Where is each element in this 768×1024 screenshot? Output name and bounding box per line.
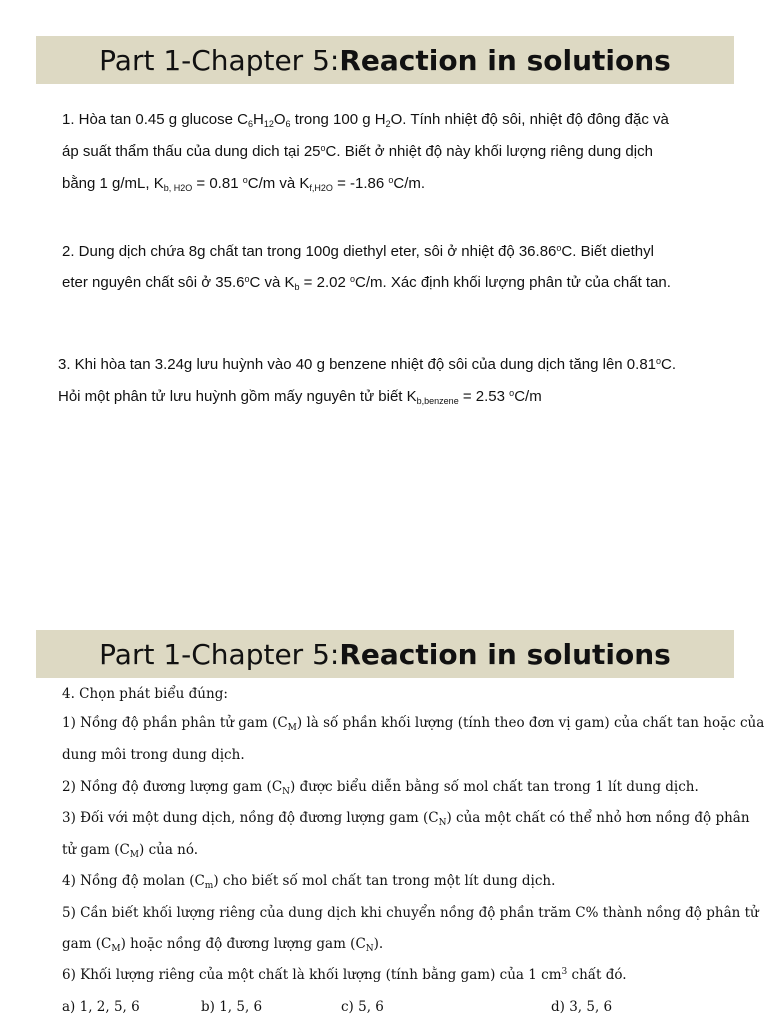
q2-line-1: 2. Dung dịch chứa 8g chất tan trong 100g diethyl eter, sôi ở nhiệt độ 36.86$^o$C. Biết diethyl bbox=[62, 243, 654, 260]
q1-line-2: áp suất thẩm thấu của dung dich tại 25$^o$C. Biết ở nhiệt độ này khối lượng riêng dung dịch bbox=[62, 143, 653, 160]
q4-statement-5-cont: gam $(C_M)$ hoặc nồng độ đương lượng gam $(C_N)$. bbox=[62, 936, 384, 954]
answer-option-b[interactable]: b) 1, 5, 6 bbox=[201, 999, 263, 1015]
q4-statement-6: 6) Khối lượng riêng của một chất là khối lượng (tính bằng gam) của 1 $cm^3$ chất đó. bbox=[62, 967, 627, 983]
section-title-prefix: Part 1-Chapter 5: bbox=[99, 637, 340, 671]
q3-line-2: Hỏi một phân tử lưu huỳnh gồm mấy nguyên tử biết $K_{b,benzene} = 2.53$ $^o$C/m bbox=[58, 388, 542, 406]
section-title-1 bbox=[36, 36, 734, 84]
q4-intro: 4. Chọn phát biểu đúng: bbox=[62, 686, 228, 702]
q3-line-1: 3. Khi hòa tan 3.24g lưu huỳnh vào 40 g benzene nhiệt độ sôi của dung dịch tăng lên 0.81$^o$C. bbox=[58, 356, 677, 373]
q4-statement-2: 2) Nồng độ đương lượng gam $(C_N)$ được biểu diễn bằng số mol chất tan trong 1 lít dung dịch. bbox=[62, 779, 699, 797]
q4-statement-3: 3) Đối với một dung dịch, nồng độ đương lượng gam $(C_N)$ của một chất có thể nhỏ hơn nồng độ phân bbox=[62, 810, 750, 828]
q4-statement-5: 5) Cần biết khối lượng riêng của dung dịch khi chuyển nồng độ phần trăm C% thành nồng độ phân tử bbox=[62, 905, 759, 921]
q4-statement-1-cont: dung môi trong dung dịch. bbox=[62, 747, 245, 763]
answer-option-d[interactable]: d) 3, 5, 6 bbox=[551, 999, 613, 1015]
q1-line-1: 1. Hòa tan 0.45 g glucose $C_6H_{12}O_6$ trong 100 g $H_2O$. Tính nhiệt độ sôi, nhiệt độ đông đặc và bbox=[62, 111, 669, 129]
section-title-2 bbox=[36, 630, 734, 678]
q4-statement-4: 4) Nồng độ molan $(C_m)$ cho biết số mol chất tan trong một lít dung dịch. bbox=[62, 873, 556, 891]
section-title-bold: Reaction in solutions bbox=[339, 637, 671, 671]
section-title-bold: Reaction in solutions bbox=[339, 43, 671, 77]
q1-line-3: bằng 1 g/mL, $K_{b, H2O} = 0.81$ $^o$C/m và $K_{f,H2O} = -1.86$ $^o$C/m. bbox=[62, 175, 426, 193]
section-title-prefix: Part 1-Chapter 5: bbox=[99, 43, 340, 77]
q4-statement-3-cont: tử gam $(C_M)$ của nó. bbox=[62, 842, 199, 860]
answer-option-a[interactable]: a) 1, 2, 5, 6 bbox=[62, 999, 140, 1015]
q2-line-2: eter nguyên chất sôi ở 35.6$^o$C và $K_b = 2.02$ $^o$C/m. Xác định khối lượng phân tử của chất tan. bbox=[62, 274, 671, 292]
q4-statement-1: 1) Nồng độ phần phân tử gam $(C_M)$ là số phần khối lượng (tính theo đơn vị gam) của chất tan hoặc của bbox=[62, 715, 765, 733]
answer-option-c[interactable]: c) 5, 6 bbox=[341, 999, 384, 1015]
